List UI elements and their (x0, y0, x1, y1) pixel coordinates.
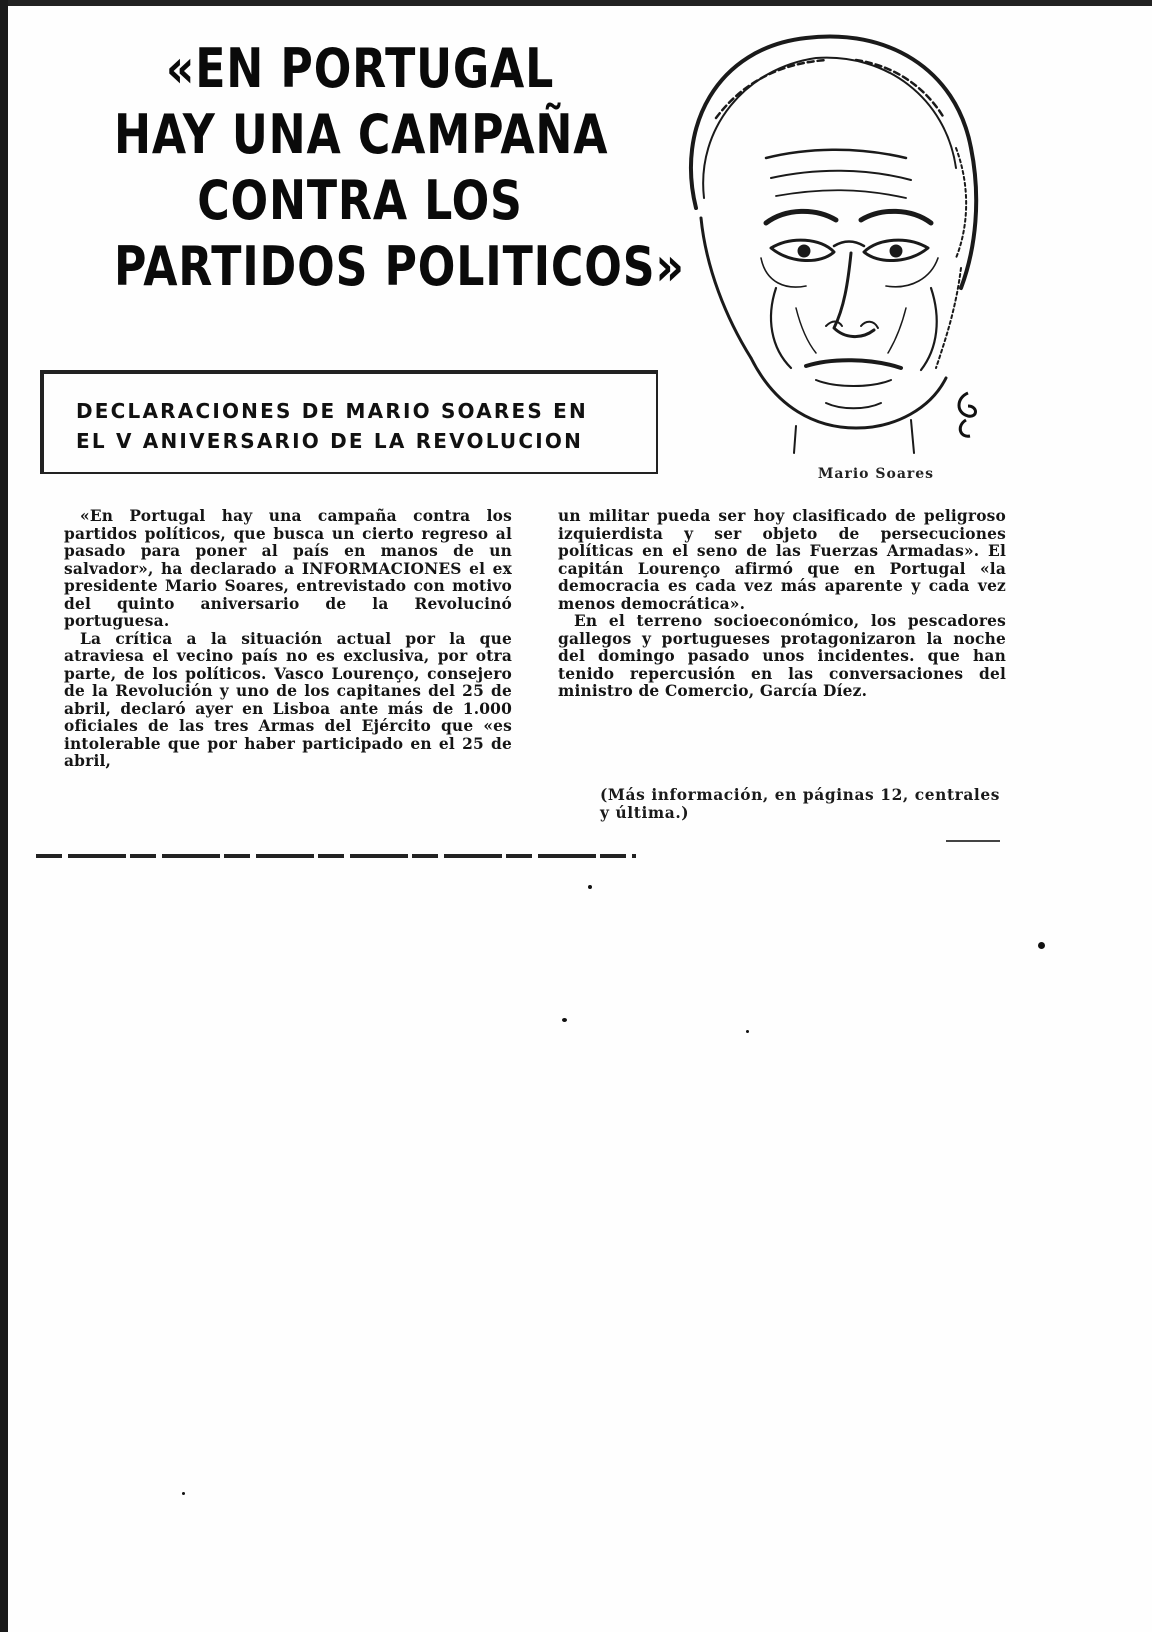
headline-line: «EN PORTUGAL (165, 37, 555, 100)
subhead (76, 396, 588, 456)
paragraph: un militar pueda ser hoy clasificado de peligroso izquierdista y ser objeto de persecuciones políticas en el seno de las Fuerzas Armadas». El capitán Lourenço afirmó que en Portugal «la democracia es cada vez más aparente y cada vez menos democrática». (558, 507, 1006, 613)
scan-speck (1038, 942, 1045, 949)
newspaper-clipping (16, 8, 1136, 868)
headline-line: HAY UNA CAMPAÑA (114, 103, 609, 166)
headline-line: CONTRA LOS (197, 169, 523, 232)
scan-speck (746, 1030, 749, 1033)
scan-speck (562, 1018, 567, 1022)
scan-top-edge (0, 0, 1152, 6)
headline-line: PARTIDOS POLITICOS» (114, 235, 685, 298)
portrait-sketch (656, 8, 1016, 458)
subhead-line: DECLARACIONES DE MARIO SOARES EN (76, 399, 588, 423)
portrait-caption: Mario Soares (817, 466, 935, 482)
scan-speck (182, 1492, 185, 1495)
scan-speck (588, 885, 592, 889)
article-column-right (558, 508, 1006, 701)
headline (114, 36, 685, 300)
article-column-left (64, 508, 512, 771)
paragraph: La crítica a la situación actual por la que atraviesa el vecino país no es exclusiva, por otra parte, de los políticos. Vasco Lourenço, consejero de la Revolución y uno de los capitanes del 25 de abril, declaró ayer en Lisboa ante más de 1.000 oficiales de las tres Armas del Ejército que «es intolerable que por haber participado en el 25 de abril, (64, 629, 512, 770)
paragraph: En el terreno socioeconómico, los pescadores gallegos y portugueses protagonizaron la noche del domingo pasado unos incidentes. que han tenido repercusión en las conversaciones del ministro de Comercio, García Díez. (558, 612, 1006, 700)
paragraph: «En Portugal hay una campaña contra los partidos políticos, que busca un cierto regreso al pasado para poner al país en manos de un salvador», ha declarado a INFORMACIONES el ex presidente Mario Soares, entrevistado con motivo del quinto aniversario de la Revolucinó portuguesa. (64, 507, 512, 630)
subhead-line: EL V ANIVERSARIO DE LA REVOLUCION (76, 429, 584, 453)
scan-left-edge (0, 0, 8, 1632)
more-info-note: (Más información, en páginas 12, centrales y última.) (600, 786, 1001, 822)
cut-line-fragment (946, 840, 1000, 842)
cut-line (36, 854, 636, 858)
subhead-box (40, 370, 658, 474)
